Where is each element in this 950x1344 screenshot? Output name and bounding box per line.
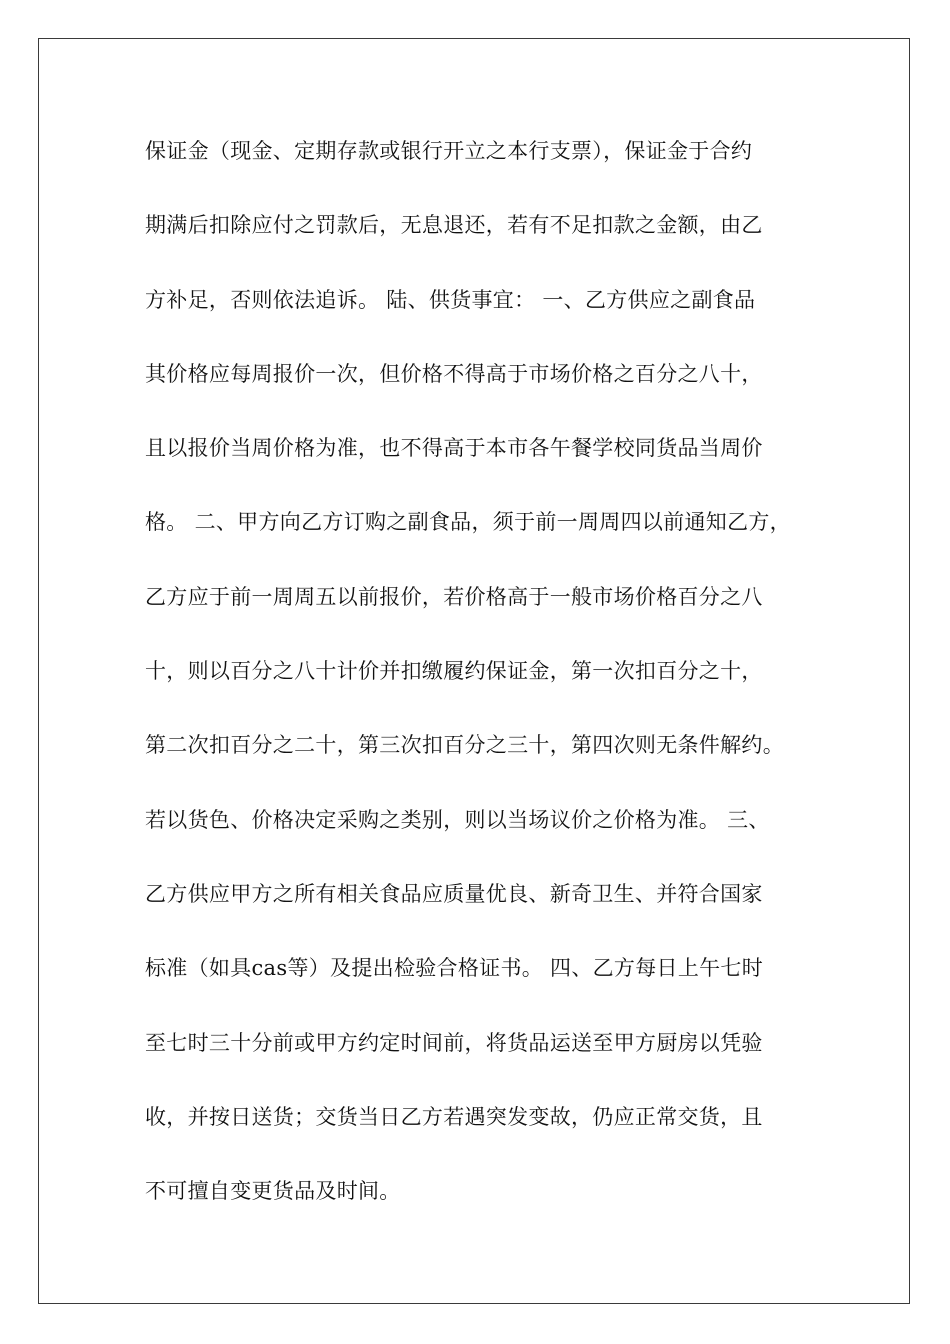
text-line: 期满后扣除应付之罚款后，无息退还，若有不足扣款之金额，由乙 <box>145 213 763 238</box>
text-line: 且以报价当周价格为准，也不得高于本市各午餐学校同货品当周价 <box>145 436 763 461</box>
text-line: 第二次扣百分之二十，第三次扣百分之三十，第四次则无条件解约。 <box>145 733 784 758</box>
text-line: 乙方应于前一周周五以前报价，若价格高于一般市场价格百分之八 <box>145 584 763 609</box>
text-line: 其价格应每周报价一次，但价格不得高于市场价格之百分之八十， <box>145 361 763 386</box>
text-line: 至七时三十分前或甲方约定时间前，将货品运送至甲方厨房以凭验 <box>145 1030 763 1055</box>
text-line: 不可擅自变更货品及时间。 <box>145 1179 401 1204</box>
document-body <box>145 126 835 1240</box>
text-line: 乙方供应甲方之所有相关食品应质量优良、新奇卫生、并符合国家 <box>145 881 763 906</box>
text-line: 十，则以百分之八十计价并扣缴履约保证金，第一次扣百分之十， <box>145 659 763 684</box>
text-line: 标准（如具cas等）及提出检验合格证书。 四、乙方每日上午七时 <box>145 956 764 981</box>
text-line: 格。 二、甲方向乙方订购之副食品，须于前一周周四以前通知乙方， <box>145 510 791 535</box>
text-line: 若以货色、价格决定采购之类别，则以当场议价之价格为准。 三、 <box>145 807 770 832</box>
text-line: 保证金（现金、定期存款或银行开立之本行支票），保证金于合约 <box>145 139 753 163</box>
text-line: 收，并按日送货；交货当日乙方若遇突发变故，仍应正常交货，且 <box>145 1104 763 1129</box>
text-line: 方补足，否则依法追诉。 陆、供货事宜： 一、乙方供应之副食品 <box>145 287 756 312</box>
